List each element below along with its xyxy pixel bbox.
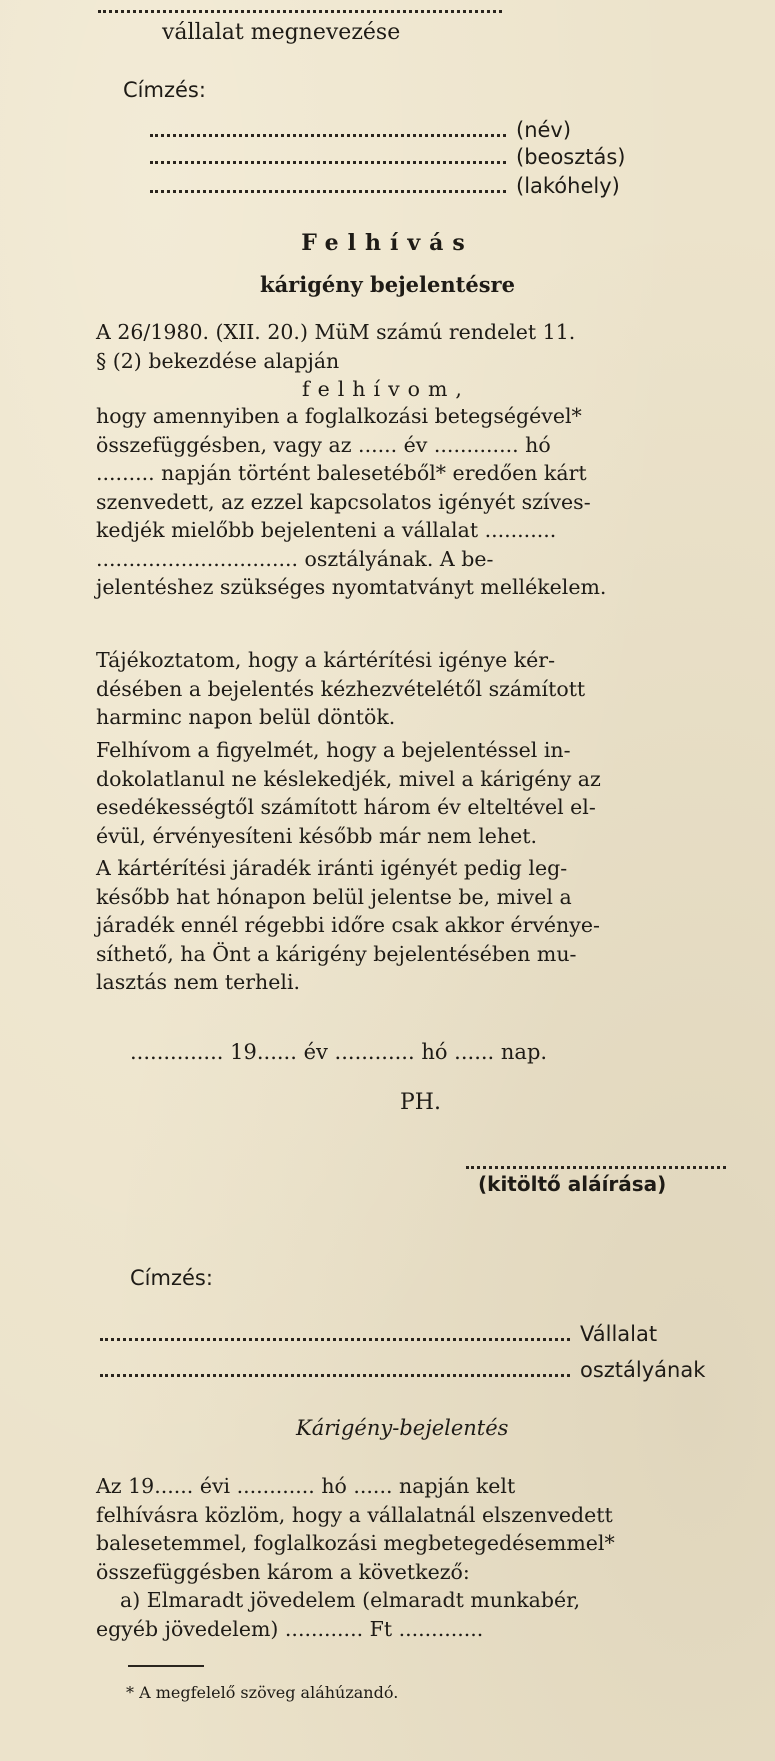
- text-line: a) Elmaradt jövedelem (elmaradt munkabér,: [120, 1588, 581, 1612]
- text-line: harminc napon belül döntök.: [96, 705, 396, 729]
- second-addressee-label: Címzés:: [130, 1266, 213, 1290]
- claim-paragraph: [96, 1472, 736, 1643]
- company-row: [100, 1322, 657, 1346]
- text-line: jelentéshez szükséges nyomtatványt mellékelem.: [96, 575, 607, 599]
- text-line: hogy amennyiben a foglalkozási betegségével*: [96, 404, 582, 428]
- text-line: később hat hónapon belül jelentse be, mivel a: [96, 884, 572, 909]
- claim-title: Kárigény-bejelentés: [296, 1416, 509, 1440]
- fill-in-dots: [150, 190, 506, 193]
- paragraph-2: [96, 646, 736, 732]
- footnote: * A megfelelő szöveg aláhúzandó.: [126, 1683, 399, 1702]
- text-line: ............................... osztályának. A be-: [96, 546, 494, 571]
- department-row-label: osztályának: [580, 1358, 706, 1382]
- fill-in-dots: [150, 161, 506, 164]
- text-line: kedjék mielőbb bejelenteni a vállalat ...........: [96, 518, 557, 542]
- text-line: évül, érvényesíteni később már nem lehet.: [96, 823, 538, 848]
- fill-in-dots: [100, 1338, 570, 1341]
- fill-in-dots: [150, 134, 506, 137]
- signature-label: (kitöltő aláírása): [478, 1172, 667, 1196]
- text-line: A kártérítési járadék iránti igényét pedig leg-: [96, 856, 568, 880]
- signature-dotted-line: [466, 1166, 726, 1169]
- address-field-name: [150, 118, 571, 142]
- stamp-placeholder: PH.: [400, 1090, 441, 1115]
- text-line: A 26/1980. (XII. 20.) MüM számú rendelet 11.: [96, 320, 576, 344]
- text-line: járadék ennél régebbi időre csak akkor érvénye-: [96, 913, 600, 937]
- date-line: .............. 19...... év ............ hó ...... nap.: [130, 1040, 548, 1064]
- company-dotted-line: [98, 10, 502, 13]
- text-line: egyéb jövedelem) ............ Ft .............: [96, 1616, 484, 1641]
- text-line: Tájékoztatom, hogy a kártérítési igénye kér-: [96, 648, 556, 672]
- company-row-label: Vállalat: [580, 1322, 658, 1346]
- intro-paragraph: [96, 318, 736, 404]
- addressee-label: Címzés:: [123, 78, 206, 102]
- text-line: Felhívom a figyelmét, hogy a bejelentéssel in-: [96, 738, 571, 762]
- address-field-residence: [150, 174, 620, 198]
- text-line: § (2) bekezdése alapján: [96, 348, 340, 373]
- field-label-residence: (lakóhely): [516, 174, 620, 198]
- paragraph-1: [96, 402, 736, 602]
- text-line: désében a bejelentés kézhezvételétől számított: [96, 676, 586, 701]
- department-row: [100, 1358, 705, 1382]
- field-label-name: (név): [516, 118, 572, 142]
- company-name-label: vállalat megnevezése: [162, 20, 401, 45]
- text-line: esedékességtől számított három év elteltével el-: [96, 795, 596, 819]
- text-line: lasztás nem terheli.: [96, 970, 301, 994]
- document-title: Felhívás: [301, 230, 474, 256]
- text-line: összefüggésben, vagy az ...... év ............. hó: [96, 432, 551, 457]
- text-line: felhívásra közlöm, hogy a vállalatnál elszenvedett: [96, 1502, 613, 1527]
- text-line: szenvedett, az ezzel kapcsolatos igényét szíves-: [96, 489, 591, 514]
- text-line: Az 19...... évi ............ hó ...... napján kelt: [96, 1474, 516, 1498]
- text-line: összefüggésben károm a következő:: [96, 1559, 470, 1584]
- field-label-position: (beosztás): [516, 145, 626, 169]
- document-subtitle: kárigény bejelentésre: [260, 272, 515, 297]
- text-line: síthető, ha Önt a kárigény bejelentésében mu-: [96, 941, 577, 966]
- text-line: balesetemmel, foglalkozási megbetegedésemmel*: [96, 1531, 615, 1555]
- fill-in-dots: [100, 1374, 570, 1377]
- call-word: felhívom,: [302, 377, 470, 401]
- paragraph-3: [96, 736, 736, 850]
- text-line: ......... napján történt balesetéből* eredően kárt: [96, 461, 587, 485]
- paragraph-4: [96, 854, 736, 997]
- address-field-position: [150, 145, 626, 169]
- footnote-rule: [128, 1665, 204, 1667]
- text-line: dokolatlanul ne késlekedjék, mivel a kárigény az: [96, 766, 601, 791]
